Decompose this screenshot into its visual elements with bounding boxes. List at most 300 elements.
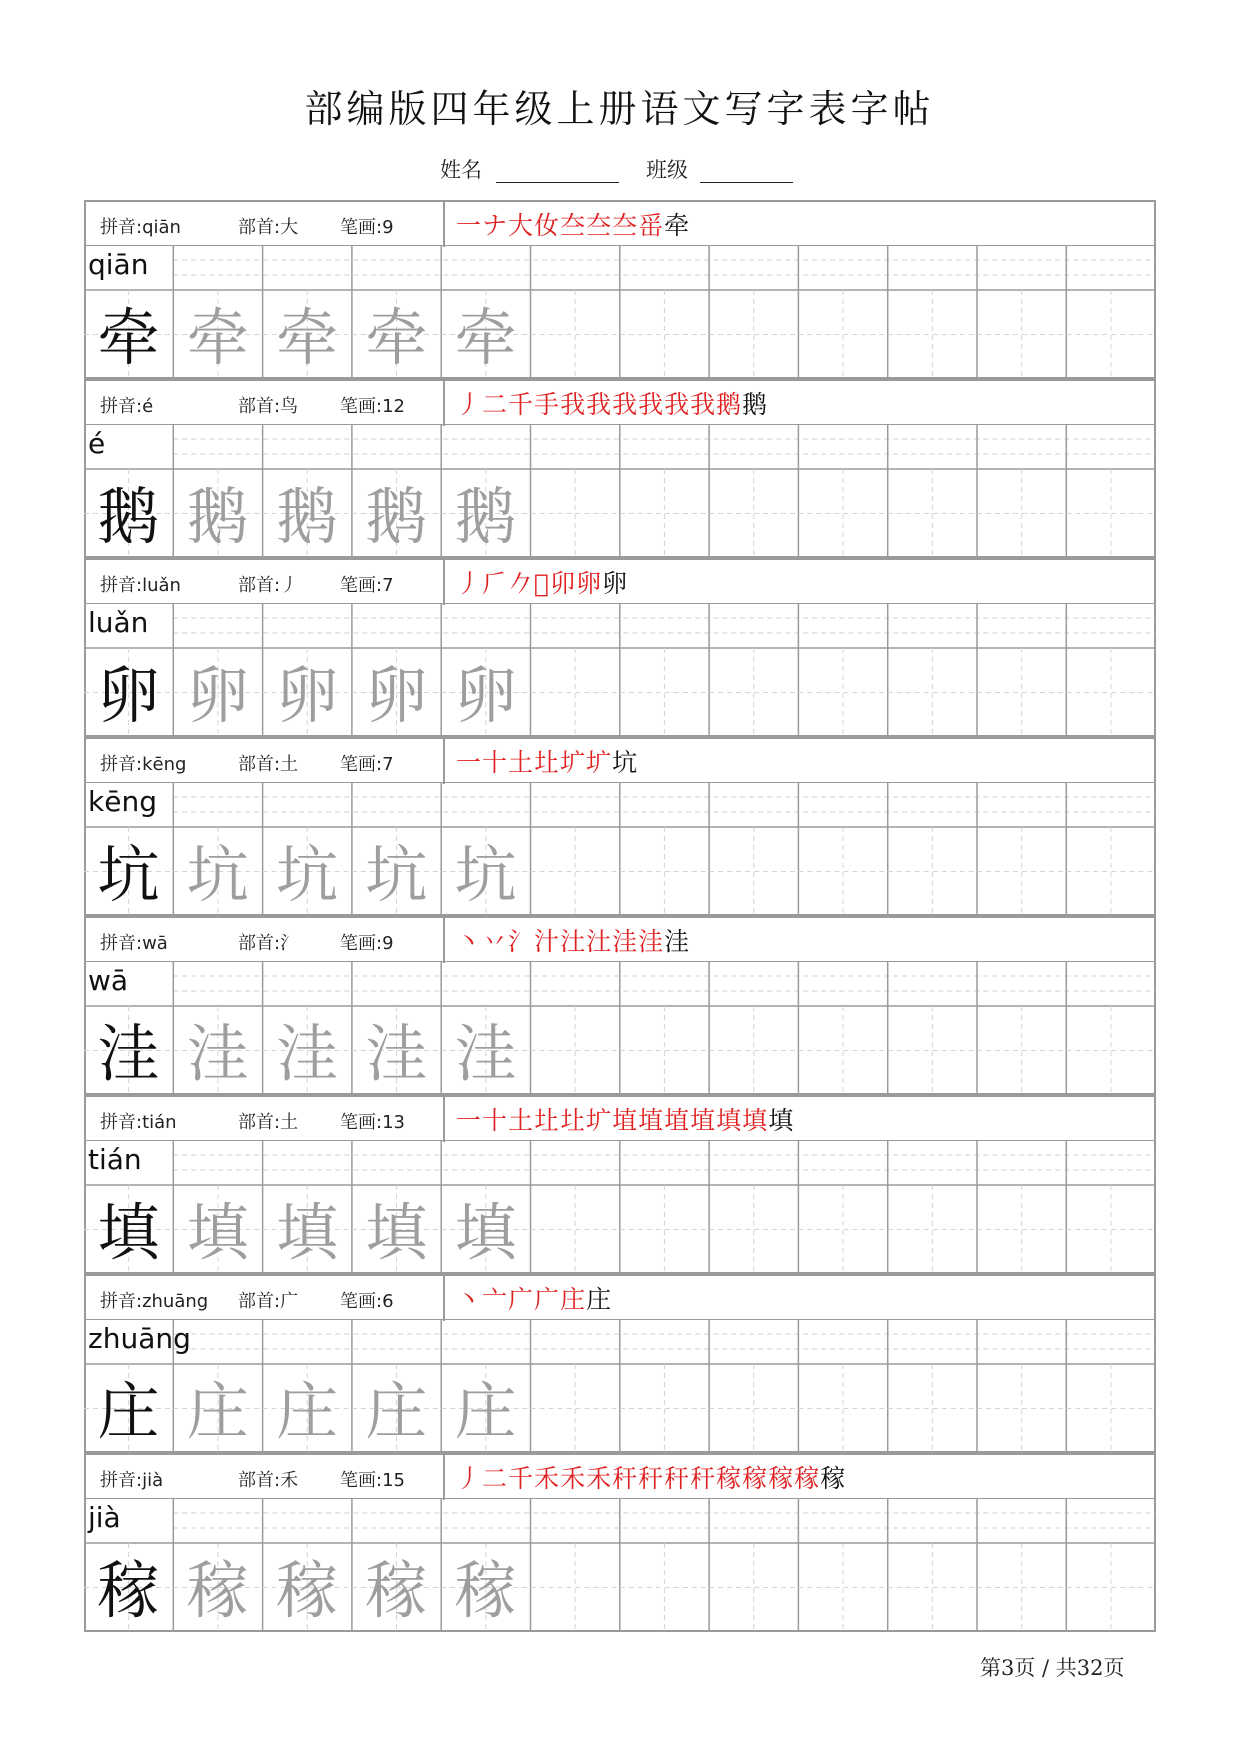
stroke-step: 卵: [602, 569, 629, 598]
trace-character: 填: [186, 1196, 249, 1269]
radical-label: 部首:: [238, 1291, 281, 1312]
stroke-step: 丶: [456, 927, 483, 956]
stroke-count-info: [340, 929, 394, 955]
trace-character: 稼: [276, 1554, 339, 1627]
practice-cell[interactable]: [888, 469, 977, 558]
stroke-step: 𠂊: [508, 569, 535, 598]
stroke-step: 二: [482, 1464, 509, 1493]
stroke-step: 丿: [456, 569, 483, 598]
character-info-row: [84, 379, 1156, 424]
model-character: 稼: [97, 1554, 160, 1627]
practice-cell[interactable]: [888, 1364, 977, 1453]
stroke-step: 广: [508, 1285, 535, 1314]
stroke-step: 一: [456, 1106, 483, 1135]
practice-cell[interactable]: [531, 648, 620, 737]
stroke-count-info: [340, 1287, 394, 1313]
radical-info: [238, 1287, 298, 1313]
pinyin-label: 拼音:: [100, 396, 143, 417]
radical-value: 土: [280, 1112, 299, 1133]
info-divider: [443, 1276, 445, 1321]
trace-character: 稼: [365, 1554, 428, 1627]
practice-cell[interactable]: [888, 1006, 977, 1095]
stroke-count-value: 12: [382, 396, 405, 417]
character-info-row: [84, 1095, 1156, 1140]
stroke-step: 丿: [456, 1464, 483, 1493]
pinyin-large: zhuāng: [88, 1322, 191, 1355]
writing-grid: [84, 245, 1156, 379]
practice-cell[interactable]: [1066, 1364, 1155, 1453]
stroke-count-label: 笔画:: [340, 1112, 383, 1133]
practice-cell[interactable]: [977, 827, 1066, 916]
writing-grid: [84, 1319, 1156, 1453]
pinyin-value: luǎn: [142, 575, 181, 596]
stroke-step: 我: [664, 390, 691, 419]
trace-character: 填: [276, 1196, 339, 1269]
trace-character: 填: [365, 1196, 428, 1269]
pinyin-info: [100, 1108, 177, 1134]
trace-character: 洼: [186, 1017, 249, 1090]
class-label: 班级: [646, 158, 688, 182]
character-info-row: [84, 200, 1156, 245]
stroke-step: 𠂋: [534, 569, 551, 598]
stroke-count-info: [340, 213, 394, 239]
trace-character: 庄: [186, 1375, 249, 1448]
stroke-order-sequence: [456, 1280, 612, 1316]
stroke-order-sequence: [456, 206, 690, 242]
stroke-step: 秆: [664, 1464, 691, 1493]
radical-label: 部首:: [238, 754, 281, 775]
practice-cell[interactable]: [1066, 469, 1155, 558]
stroke-step: 卵: [576, 569, 603, 598]
practice-cell[interactable]: [620, 290, 709, 379]
trace-character: 稼: [454, 1554, 517, 1627]
stroke-step: 我: [690, 390, 717, 419]
character-block: [84, 1274, 1156, 1453]
writing-grid: [84, 961, 1156, 1095]
stroke-step: 稼: [768, 1464, 795, 1493]
page-title: 部编版四年级上册语文写字表字帖: [304, 87, 935, 131]
stroke-step: 千: [508, 390, 535, 419]
trace-character: 坑: [454, 838, 517, 911]
practice-cell[interactable]: [798, 1543, 887, 1632]
practice-cell[interactable]: [798, 469, 887, 558]
character-block: [84, 1453, 1156, 1632]
character-info-row: [84, 558, 1156, 603]
radical-label: 部首:: [238, 217, 281, 238]
pinyin-info: [100, 1466, 163, 1492]
stroke-step: 㚢: [534, 211, 561, 240]
pinyin-value: qiān: [142, 217, 181, 238]
writing-grid: [84, 782, 1156, 916]
stroke-step: 稼: [794, 1464, 821, 1493]
info-divider: [443, 739, 445, 784]
model-character: 洼: [97, 1017, 160, 1090]
practice-cell[interactable]: [798, 827, 887, 916]
character-info-row: [84, 1453, 1156, 1498]
practice-cell[interactable]: [531, 1185, 620, 1274]
practice-sheet: [84, 200, 1156, 1630]
practice-cell[interactable]: [1066, 827, 1155, 916]
radical-label: 部首:: [238, 1112, 281, 1133]
trace-character: 稼: [186, 1554, 249, 1627]
trace-character: 填: [454, 1196, 517, 1269]
stroke-step: 稼: [820, 1464, 847, 1493]
stroke-step: 一: [456, 211, 483, 240]
radical-value: 氵: [280, 933, 299, 954]
pinyin-label: 拼音:: [100, 933, 143, 954]
stroke-count-label: 笔画:: [340, 933, 383, 954]
writing-grid: [84, 1140, 1156, 1274]
practice-cell[interactable]: [709, 1364, 798, 1453]
info-divider: [443, 1097, 445, 1142]
trace-character: 坑: [186, 838, 249, 911]
stroke-step: 圵: [534, 1106, 561, 1135]
pinyin-value: jià: [142, 1470, 164, 1491]
radical-value: 鸟: [280, 396, 299, 417]
stroke-count-info: [340, 750, 394, 776]
student-info-line: [0, 154, 1239, 186]
practice-cell[interactable]: [531, 1006, 620, 1095]
character-info-row: [84, 1274, 1156, 1319]
stroke-count-label: 笔画:: [340, 396, 383, 417]
stroke-order-sequence: [456, 922, 690, 958]
pinyin-info: [100, 929, 168, 955]
stroke-step: 填: [716, 1106, 743, 1135]
trace-character: 坑: [276, 838, 339, 911]
pinyin-value: wā: [142, 933, 168, 954]
radical-value: 丿: [280, 575, 299, 596]
stroke-step: 汢: [586, 927, 613, 956]
stroke-step: 填: [768, 1106, 795, 1135]
practice-cell[interactable]: [531, 1364, 620, 1453]
stroke-step: 𠂆: [482, 569, 509, 598]
stroke-step: 秆: [638, 1464, 665, 1493]
practice-cell[interactable]: [620, 1543, 709, 1632]
stroke-count-value: 7: [382, 754, 394, 775]
stroke-step: 汢: [560, 927, 587, 956]
stroke-order-sequence: [456, 743, 638, 779]
pinyin-value: tián: [142, 1112, 177, 1133]
stroke-step: 夳: [612, 211, 639, 240]
practice-cell[interactable]: [798, 290, 887, 379]
practice-cell[interactable]: [620, 1185, 709, 1274]
character-block: [84, 558, 1156, 737]
stroke-step: 土: [508, 748, 535, 777]
model-character: 填: [97, 1196, 160, 1269]
stroke-count-value: 13: [382, 1112, 405, 1133]
practice-cell[interactable]: [977, 648, 1066, 737]
radical-info: [238, 392, 298, 418]
info-divider: [443, 202, 445, 247]
radical-value: 广: [280, 1291, 299, 1312]
radical-value: 土: [280, 754, 299, 775]
stroke-step: 丷: [482, 927, 509, 956]
stroke-step: 圵: [560, 1106, 587, 1135]
stroke-step: 汁: [534, 927, 561, 956]
pinyin-large: kēng: [88, 785, 157, 818]
trace-character: 庄: [276, 1375, 339, 1448]
stroke-step: 丶: [456, 1285, 483, 1314]
stroke-count-value: 7: [382, 575, 394, 596]
stroke-step: 坑: [612, 748, 639, 777]
radical-info: [238, 1466, 298, 1492]
stroke-step: 庄: [586, 1285, 613, 1314]
pinyin-info: [100, 1287, 208, 1313]
radical-value: 禾: [280, 1470, 299, 1491]
radical-info: [238, 929, 298, 955]
name-label: 姓名: [440, 158, 482, 182]
trace-character: 牵: [365, 301, 428, 374]
trace-character: 鹅: [365, 480, 428, 553]
character-block: [84, 1095, 1156, 1274]
character-block: [84, 379, 1156, 558]
practice-cell[interactable]: [1066, 1185, 1155, 1274]
practice-cell[interactable]: [1066, 648, 1155, 737]
stroke-count-label: 笔画:: [340, 1470, 383, 1491]
radical-info: [238, 571, 298, 597]
pinyin-label: 拼音:: [100, 1470, 143, 1491]
practice-cell[interactable]: [1066, 1543, 1155, 1632]
writing-grid: [84, 603, 1156, 737]
trace-character: 庄: [454, 1375, 517, 1448]
stroke-count-info: [340, 1108, 405, 1134]
trace-character: 卵: [276, 659, 339, 732]
stroke-step: 秆: [690, 1464, 717, 1493]
radical-label: 部首:: [238, 575, 281, 596]
stroke-step: 庄: [560, 1285, 587, 1314]
stroke-step: 鹅: [742, 390, 769, 419]
stroke-step: 大: [508, 211, 535, 240]
stroke-step: 䍃: [638, 211, 665, 240]
practice-cell[interactable]: [620, 827, 709, 916]
practice-cell[interactable]: [620, 648, 709, 737]
info-divider: [443, 1455, 445, 1500]
practice-cell[interactable]: [709, 290, 798, 379]
pinyin-value: é: [142, 396, 154, 417]
stroke-count-value: 9: [382, 217, 394, 238]
pinyin-info: [100, 213, 181, 239]
radical-info: [238, 1108, 298, 1134]
pinyin-large: wā: [88, 964, 129, 997]
pinyin-large: luǎn: [88, 606, 149, 639]
practice-cell[interactable]: [977, 469, 1066, 558]
trace-character: 卵: [186, 659, 249, 732]
pinyin-label: 拼音:: [100, 1112, 143, 1133]
trace-character: 鹅: [186, 480, 249, 553]
stroke-step: 洼: [638, 927, 665, 956]
stroke-step: 我: [612, 390, 639, 419]
trace-character: 洼: [365, 1017, 428, 1090]
stroke-step: 洼: [664, 927, 691, 956]
stroke-step: 十: [482, 1106, 509, 1135]
stroke-step: 禾: [560, 1464, 587, 1493]
stroke-step: 埴: [664, 1106, 691, 1135]
practice-cell[interactable]: [531, 290, 620, 379]
pinyin-value: kēng: [142, 754, 187, 775]
page-number: 第3页 / 共32页: [980, 1656, 1125, 1680]
trace-character: 卵: [454, 659, 517, 732]
practice-cell[interactable]: [531, 469, 620, 558]
practice-cell[interactable]: [977, 1185, 1066, 1274]
character-block: [84, 916, 1156, 1095]
stroke-step: 千: [508, 1464, 535, 1493]
pinyin-value: zhuāng: [142, 1291, 209, 1312]
stroke-order-sequence: [456, 1101, 794, 1137]
stroke-count-label: 笔画:: [340, 575, 383, 596]
pinyin-label: 拼音:: [100, 217, 143, 238]
stroke-step: 禾: [534, 1464, 561, 1493]
radical-label: 部首:: [238, 396, 281, 417]
practice-cell[interactable]: [531, 1543, 620, 1632]
pinyin-info: [100, 571, 181, 597]
practice-cell[interactable]: [709, 1543, 798, 1632]
model-character: 庄: [97, 1375, 160, 1448]
stroke-step: 一: [456, 748, 483, 777]
stroke-count-label: 笔画:: [340, 1291, 383, 1312]
practice-cell[interactable]: [709, 827, 798, 916]
model-character: 牵: [97, 301, 160, 374]
character-block: [84, 737, 1156, 916]
practice-cell[interactable]: [977, 1543, 1066, 1632]
info-divider: [443, 918, 445, 963]
stroke-order-sequence: [456, 385, 768, 421]
radical-label: 部首:: [238, 1470, 281, 1491]
stroke-step: 二: [482, 390, 509, 419]
stroke-step: 我: [560, 390, 587, 419]
pinyin-label: 拼音:: [100, 575, 143, 596]
trace-character: 坑: [365, 838, 428, 911]
stroke-step: 广: [534, 1285, 561, 1314]
trace-character: 洼: [276, 1017, 339, 1090]
stroke-count-label: 笔画:: [340, 217, 383, 238]
class-blank[interactable]: [700, 182, 793, 183]
stroke-step: 鹅: [716, 390, 743, 419]
practice-cell[interactable]: [888, 1543, 977, 1632]
stroke-step: 夳: [560, 211, 587, 240]
stroke-step: 卯: [550, 569, 577, 598]
stroke-step: 埴: [638, 1106, 665, 1135]
stroke-step: 圹: [560, 748, 587, 777]
practice-cell[interactable]: [888, 1185, 977, 1274]
practice-cell[interactable]: [620, 1364, 709, 1453]
stroke-step: 稼: [742, 1464, 769, 1493]
practice-cell[interactable]: [977, 290, 1066, 379]
trace-character: 鹅: [454, 480, 517, 553]
name-blank[interactable]: [496, 182, 619, 183]
stroke-count-info: [340, 392, 405, 418]
stroke-step: 稼: [716, 1464, 743, 1493]
model-character: 鹅: [97, 480, 160, 553]
character-info-row: [84, 916, 1156, 961]
practice-cell[interactable]: [798, 1006, 887, 1095]
character-info-row: [84, 737, 1156, 782]
pinyin-large: qiān: [88, 248, 149, 281]
practice-cell[interactable]: [798, 1364, 887, 1453]
model-character: 坑: [97, 838, 160, 911]
practice-cell[interactable]: [977, 1006, 1066, 1095]
stroke-step: 我: [638, 390, 665, 419]
character-block: [84, 200, 1156, 379]
stroke-count-info: [340, 1466, 405, 1492]
practice-cell[interactable]: [531, 827, 620, 916]
practice-cell[interactable]: [888, 290, 977, 379]
trace-character: 卵: [365, 659, 428, 732]
practice-cell[interactable]: [977, 1364, 1066, 1453]
stroke-order-sequence: [456, 1459, 846, 1495]
practice-cell[interactable]: [798, 648, 887, 737]
radical-info: [238, 750, 298, 776]
trace-character: 鹅: [276, 480, 339, 553]
practice-cell[interactable]: [620, 1006, 709, 1095]
pinyin-label: 拼音:: [100, 754, 143, 775]
writing-grid: [84, 1498, 1156, 1632]
stroke-step: 十: [482, 748, 509, 777]
stroke-count-info: [340, 571, 394, 597]
pinyin-large: tián: [88, 1143, 142, 1176]
practice-cell[interactable]: [888, 648, 977, 737]
stroke-step: 埴: [612, 1106, 639, 1135]
pinyin-large: é: [88, 427, 106, 460]
stroke-step: 手: [534, 390, 561, 419]
stroke-step: 夳: [586, 211, 613, 240]
practice-cell[interactable]: [709, 469, 798, 558]
practice-cell[interactable]: [709, 1185, 798, 1274]
stroke-step: 洼: [612, 927, 639, 956]
radical-value: 大: [280, 217, 299, 238]
writing-grid: [84, 424, 1156, 558]
stroke-step: 丿: [456, 390, 483, 419]
trace-character: 牵: [276, 301, 339, 374]
practice-cell[interactable]: [709, 1006, 798, 1095]
stroke-count-value: 9: [382, 933, 394, 954]
stroke-step: 氵: [508, 927, 535, 956]
practice-cell[interactable]: [1066, 290, 1155, 379]
radical-info: [238, 213, 298, 239]
practice-cell[interactable]: [709, 648, 798, 737]
stroke-order-sequence: [456, 564, 628, 600]
info-divider: [443, 560, 445, 605]
practice-cell[interactable]: [620, 469, 709, 558]
trace-character: 牵: [186, 301, 249, 374]
stroke-step: 我: [586, 390, 613, 419]
stroke-step: 牵: [664, 211, 691, 240]
practice-cell[interactable]: [888, 827, 977, 916]
stroke-step: 秆: [612, 1464, 639, 1493]
practice-cell[interactable]: [1066, 1006, 1155, 1095]
stroke-step: 圹: [586, 748, 613, 777]
trace-character: 庄: [365, 1375, 428, 1448]
info-divider: [443, 381, 445, 426]
pinyin-info: [100, 392, 153, 418]
trace-character: 牵: [454, 301, 517, 374]
practice-cell[interactable]: [798, 1185, 887, 1274]
stroke-count-label: 笔画:: [340, 754, 383, 775]
radical-label: 部首:: [238, 933, 281, 954]
stroke-step: 亠: [482, 1285, 509, 1314]
pinyin-label: 拼音:: [100, 1291, 143, 1312]
stroke-step: 圵: [534, 748, 561, 777]
stroke-count-value: 15: [382, 1470, 405, 1491]
stroke-count-value: 6: [382, 1291, 394, 1312]
stroke-step: 圹: [586, 1106, 613, 1135]
stroke-step: 禾: [586, 1464, 613, 1493]
stroke-step: 填: [742, 1106, 769, 1135]
model-character: 卵: [97, 659, 160, 732]
trace-character: 洼: [454, 1017, 517, 1090]
stroke-step: ナ: [482, 211, 509, 240]
pinyin-large: jià: [88, 1501, 121, 1534]
stroke-step: 埴: [690, 1106, 717, 1135]
